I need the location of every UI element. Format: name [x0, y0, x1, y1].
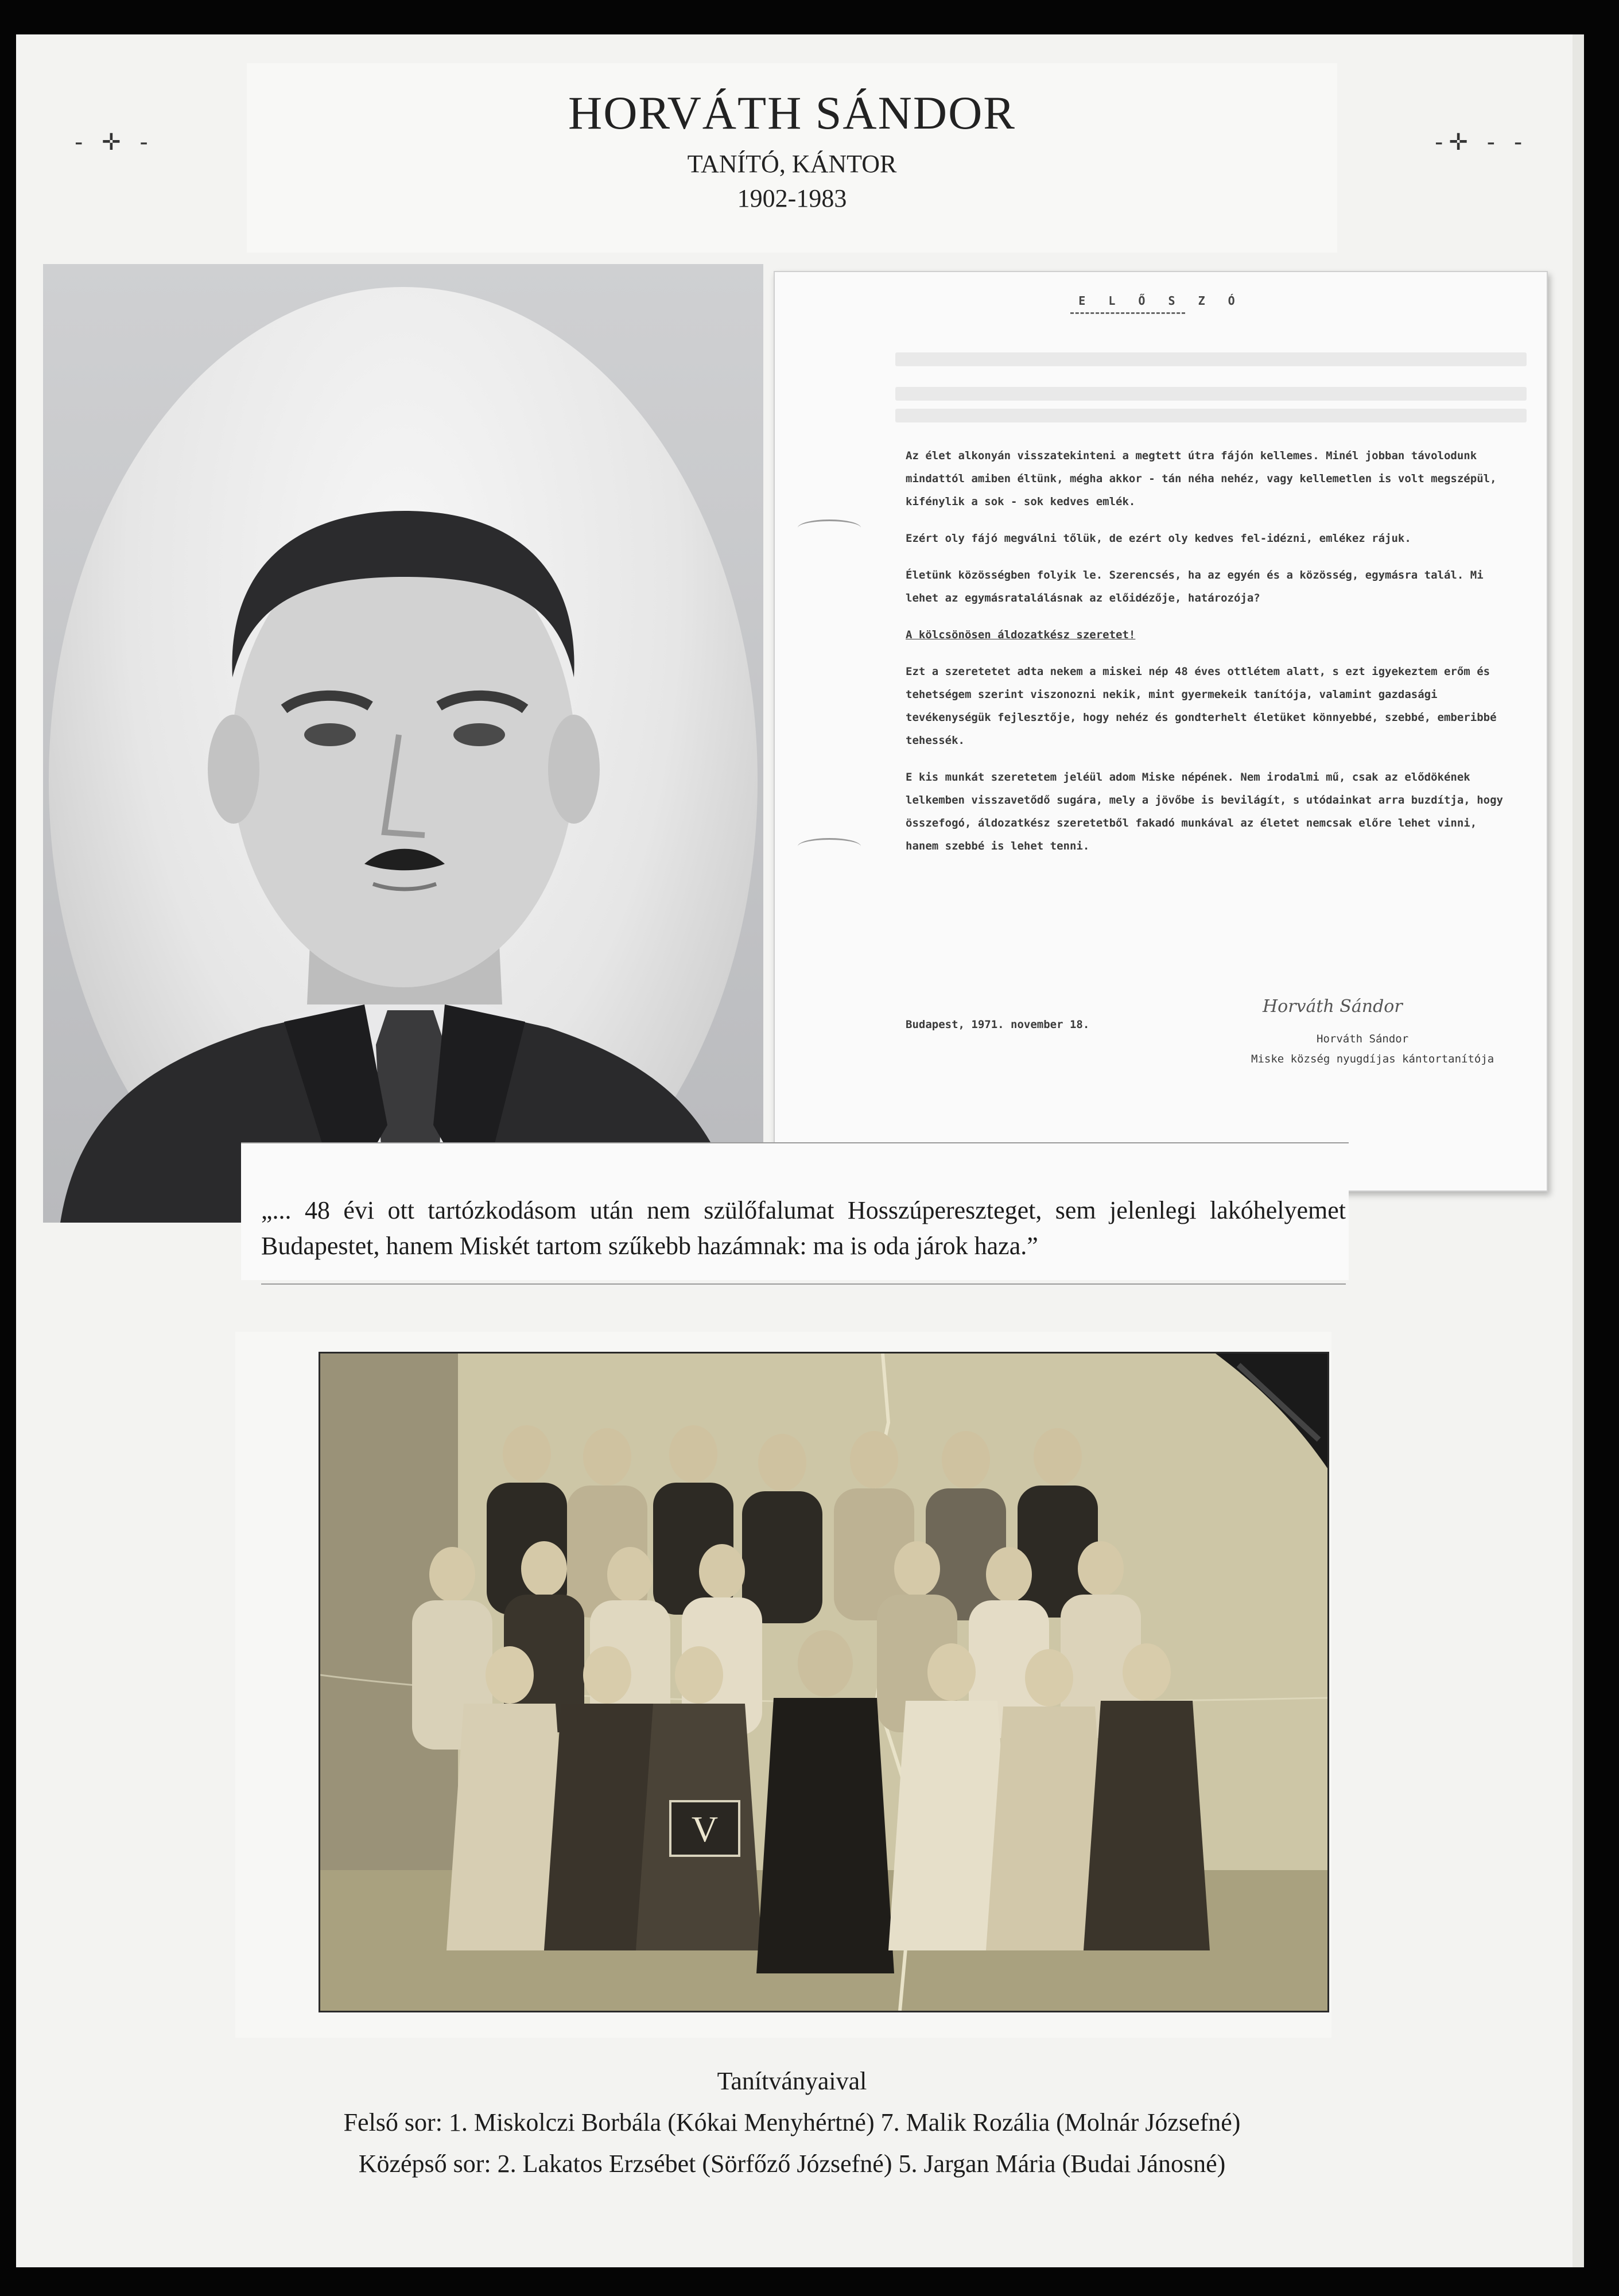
signer-role: Miske község nyugdíjas kántortanítója: [1251, 1053, 1494, 1065]
board-edge: [1573, 34, 1584, 2267]
registration-mark-left: - ✛ -: [75, 129, 154, 156]
handwritten-signature: Horváth Sándor: [1263, 996, 1403, 1017]
registration-mark-right: -✛ - -: [1435, 129, 1528, 156]
letter-paragraph: A kölcsönösen áldozatkész szeretet!: [906, 629, 1136, 641]
letter-date: Budapest, 1971. november 18.: [906, 1018, 1090, 1031]
class-photo: [319, 1352, 1329, 2012]
quote-divider-top: [241, 1142, 1349, 1143]
portrait-photo: [43, 264, 763, 1223]
title-panel: [247, 63, 1337, 253]
slate-label: V: [691, 1809, 719, 1849]
letter-paragraph: E kis munkát szeretetem jeléül adom Miske népének. Nem irodalmi mű, csak az elődökének lelkemben visszavetődő sugára, mely a jövőbe is bevilágít, s utódainkat arra buzdítja, hogy összefogó, áldozatkész szeretetből fakadó munkával az életet nemcsak előre lehet vinni, hanem szebbé is lehet tenni.: [906, 771, 1503, 852]
letter-paragraph: Ezt a szeretetet adta nekem a miskei nép 48 éves ottlétem alatt, s ezt igyekeztem erőm és tehetségem szerint viszonozni nekik, mint gyermekeik tanítója, valamint gazdasági tevékenységük fejlesztője, hogy nehéz és gondterhelt életüket könnyebbé, szebbé, emberibbé tehessék.: [906, 665, 1497, 747]
binding-string: [798, 519, 861, 536]
portrait-image: [43, 264, 763, 1223]
binding-string: [798, 838, 861, 855]
letter-paragraph: Az élet alkonyán visszatekinteni a megtett útra fájón kellemes. Minél jobban távolodunk mindattól amiben éltünk, mégha akkor - tán néha nehéz, vagy kellemetlen is volt megszépül, kifénylik a sok - sok kedves emlék.: [906, 449, 1497, 508]
page-title: HORVÁTH SÁNDOR: [568, 87, 1016, 139]
life-years: 1902-1983: [737, 184, 847, 212]
signer-name: Horváth Sándor: [1317, 1033, 1409, 1045]
quote-text: „... 48 évi ott tartózkodásom után nem szülőfalumat Hosszúpereszteget, sem jelenlegi lakóhelyemet Budapestet, hanem Miskét tartom szűkebb hazámnak: ma is oda járok haza.”: [261, 1196, 1346, 1260]
letter-body: [906, 444, 1508, 871]
show-through-text: [895, 352, 1527, 366]
typed-foreword-letter: [774, 271, 1548, 1192]
quote-divider-bottom: [261, 1283, 1346, 1285]
letter-heading: E L Ő S Z Ó: [1078, 294, 1243, 308]
photo-caption-top-row: Felső sor: 1. Miskolczi Borbála (Kókai Menyhértné) 7. Malik Rozália (Molnár Józsefné): [343, 2108, 1241, 2136]
photo-caption-title: Tanítványaival: [717, 2067, 867, 2095]
letter-paragraph: Ezért oly fájó megválni tőlük, de ezért oly kedves fel-idézni, emlékez rájuk.: [906, 532, 1411, 545]
heading-underline: [1070, 312, 1185, 314]
show-through-text: [895, 409, 1527, 422]
occupation: TANÍTÓ, KÁNTOR: [687, 150, 897, 178]
show-through-text: [895, 387, 1527, 401]
class-photo-image: [320, 1353, 1327, 2011]
photo-caption-middle-row: Középső sor: 2. Lakatos Erzsébet (Sörfőző Józsefné) 5. Jargan Mária (Budai Jánosné): [358, 2150, 1226, 2178]
letter-paragraph: Életünk közösségben folyik le. Szerencsés, ha az egyén és a közösség, egymásra talál. Mi lehet az egymásratalálásnak az előidézője, határozója?: [906, 569, 1484, 604]
